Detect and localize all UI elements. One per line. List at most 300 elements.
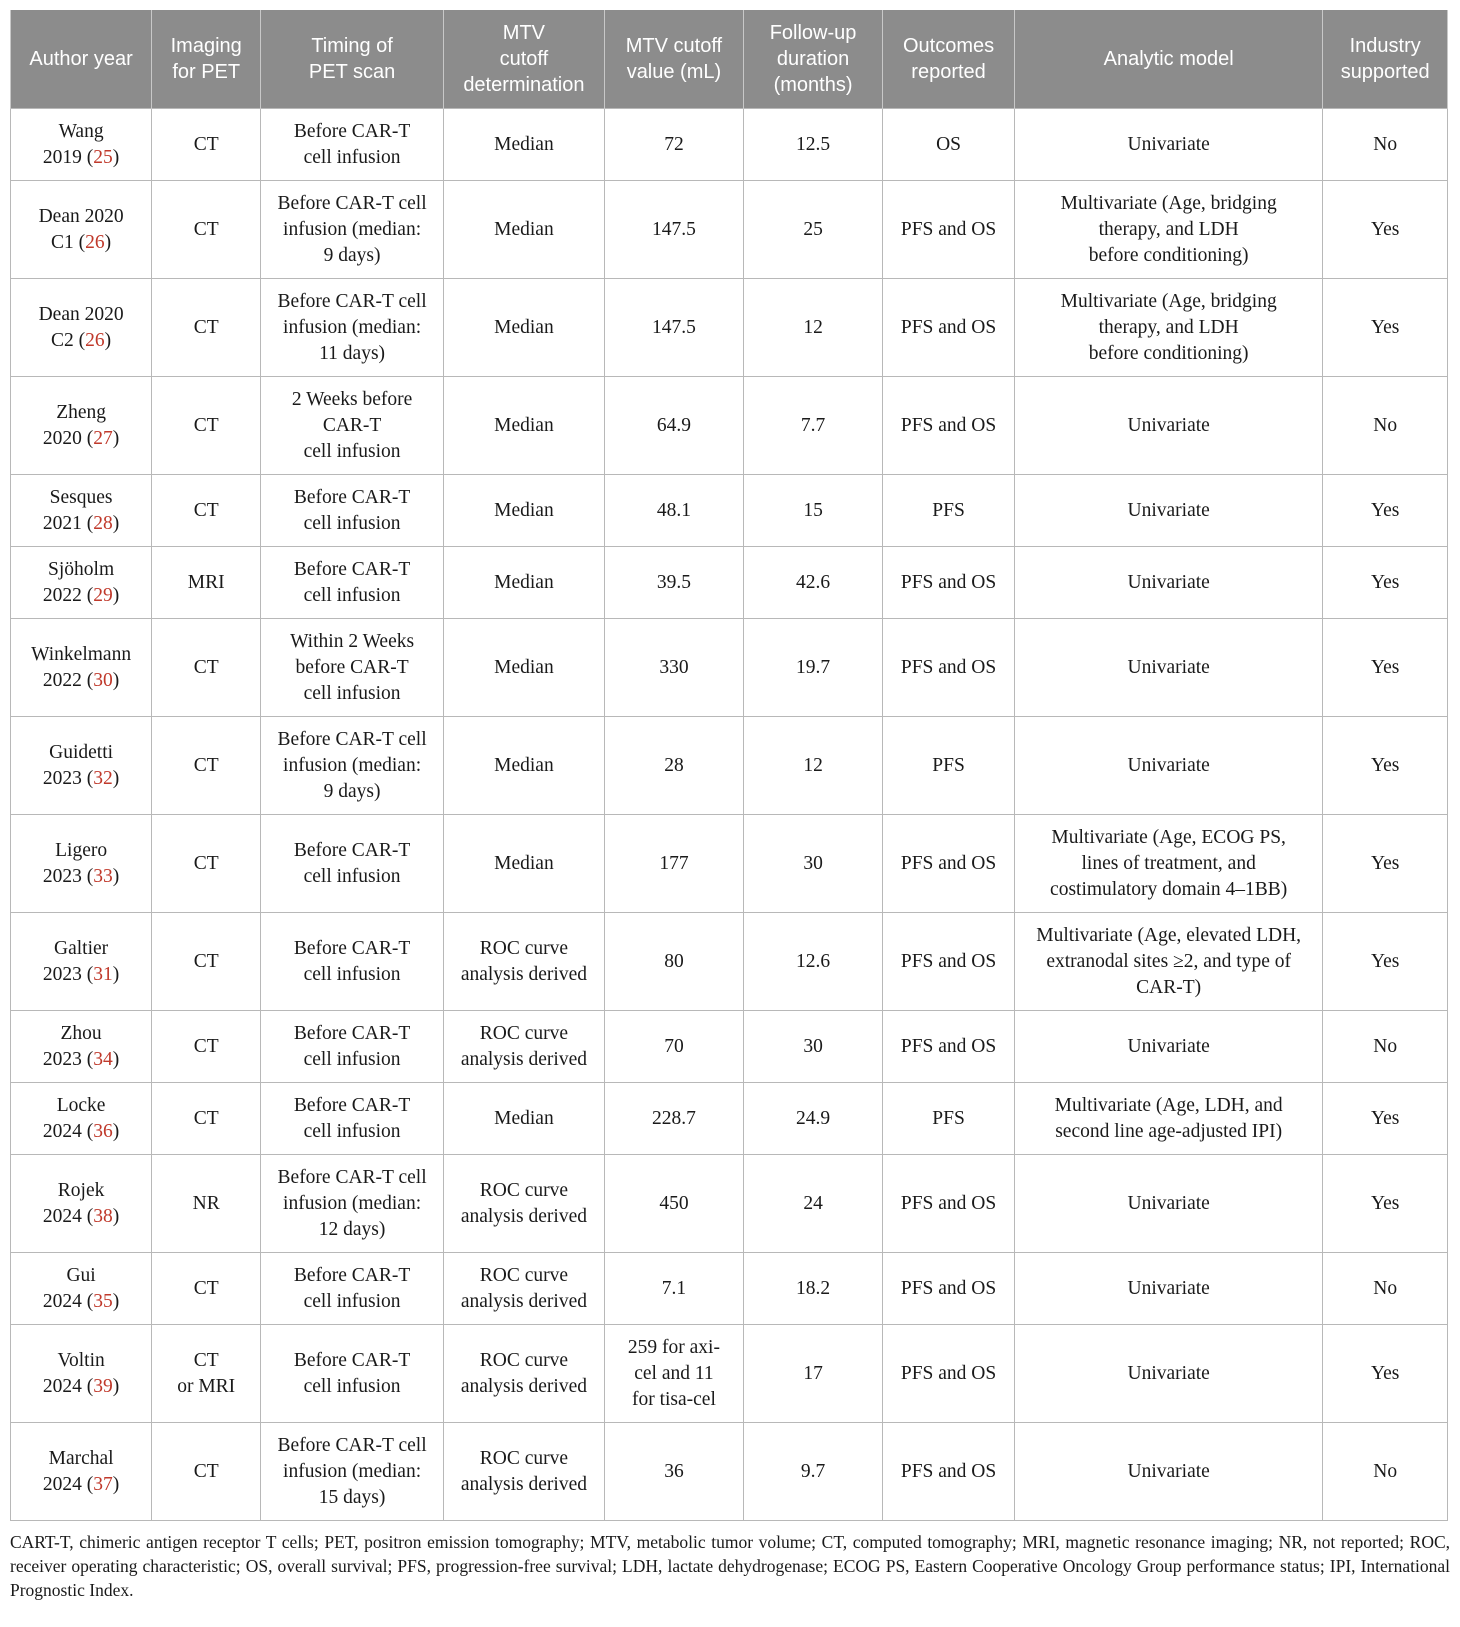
table-row bbox=[11, 815, 1448, 913]
year-label: 2022 bbox=[42, 669, 82, 691]
timing-cell-line: cell infusion bbox=[303, 512, 401, 534]
cutoff-method-cell bbox=[443, 1423, 604, 1521]
year-label: 2021 bbox=[42, 512, 82, 534]
reference-link[interactable]: 36 bbox=[93, 1120, 113, 1142]
imaging-cell-line: CT bbox=[193, 499, 219, 521]
timing-cell bbox=[261, 913, 444, 1011]
author-year-line: 2024 (36) bbox=[42, 1120, 120, 1142]
timing-cell-line: infusion (median: bbox=[283, 1460, 422, 1482]
analytic-model-cell-line: Multivariate (Age, bridging bbox=[1060, 290, 1277, 312]
timing-cell bbox=[261, 1325, 444, 1423]
analytic-model-cell bbox=[1014, 279, 1322, 377]
cutoff-value-cell bbox=[604, 717, 743, 815]
cutoff-method-cell-line: analysis derived bbox=[460, 1290, 587, 1312]
author-name: Winkelmann bbox=[31, 643, 132, 665]
analytic-model-cell-line: therapy, and LDH bbox=[1098, 316, 1239, 338]
timing-cell-line: cell infusion bbox=[303, 584, 401, 606]
imaging-cell bbox=[152, 377, 261, 475]
analytic-model-cell-line: Univariate bbox=[1127, 133, 1210, 155]
reference-link[interactable]: 28 bbox=[93, 512, 113, 534]
industry-cell: No bbox=[1323, 109, 1448, 181]
year-label: 2024 bbox=[42, 1120, 82, 1142]
cutoff-value-cell-line: cel and 11 bbox=[634, 1362, 714, 1384]
header-row bbox=[11, 10, 1448, 109]
column-header bbox=[443, 10, 604, 109]
cutoff-method-cell-line: Median bbox=[494, 218, 554, 240]
cutoff-value-cell-line: 450 bbox=[659, 1192, 689, 1214]
timing-cell bbox=[261, 815, 444, 913]
industry-cell: Yes bbox=[1323, 181, 1448, 279]
cutoff-method-cell-line: Median bbox=[494, 656, 554, 678]
year-label: 2023 bbox=[42, 865, 82, 887]
author-year-cell bbox=[11, 475, 152, 547]
table-row bbox=[11, 1011, 1448, 1083]
cutoff-method-cell-line: ROC curve bbox=[479, 1447, 569, 1469]
cutoff-method-cell-line: Median bbox=[494, 499, 554, 521]
imaging-cell bbox=[152, 815, 261, 913]
author-year-line: 2023 (33) bbox=[42, 865, 120, 887]
author-name: Guidetti bbox=[49, 741, 114, 763]
timing-cell bbox=[261, 547, 444, 619]
cutoff-value-cell bbox=[604, 181, 743, 279]
outcomes-cell: PFS and OS bbox=[883, 1155, 1015, 1253]
timing-cell-line: Before CAR-T bbox=[293, 1094, 411, 1116]
cutoff-value-cell bbox=[604, 377, 743, 475]
analytic-model-cell-line: Multivariate (Age, LDH, and bbox=[1054, 1094, 1283, 1116]
followup-cell: 12 bbox=[744, 279, 883, 377]
analytic-model-cell-line: extranodal sites ≥2, and type of bbox=[1046, 950, 1291, 972]
analytic-model-cell bbox=[1014, 619, 1322, 717]
imaging-cell bbox=[152, 1253, 261, 1325]
imaging-cell-line: CT bbox=[193, 218, 219, 240]
analytic-model-cell-line: Univariate bbox=[1127, 1460, 1210, 1482]
industry-cell: No bbox=[1323, 1423, 1448, 1521]
analytic-model-cell-line: Univariate bbox=[1127, 1277, 1210, 1299]
column-header-line: Industry bbox=[1349, 35, 1421, 57]
followup-cell: 12 bbox=[744, 717, 883, 815]
cutoff-value-cell bbox=[604, 1423, 743, 1521]
cutoff-method-cell bbox=[443, 815, 604, 913]
author-year-line: 2021 (28) bbox=[42, 512, 120, 534]
industry-cell: Yes bbox=[1323, 1155, 1448, 1253]
cutoff-value-cell-line: 80 bbox=[664, 950, 684, 972]
analytic-model-cell bbox=[1014, 547, 1322, 619]
cutoff-value-cell bbox=[604, 913, 743, 1011]
imaging-cell bbox=[152, 1083, 261, 1155]
author-name: Marchal bbox=[48, 1447, 114, 1469]
author-year-line: C2 (26) bbox=[51, 329, 112, 351]
author-year-line: 2024 (39) bbox=[42, 1375, 120, 1397]
analytic-model-cell-line: Univariate bbox=[1127, 754, 1210, 776]
reference-link[interactable]: 25 bbox=[93, 146, 113, 168]
author-name: Sjöholm bbox=[48, 558, 115, 580]
analytic-model-cell bbox=[1014, 181, 1322, 279]
table-row bbox=[11, 279, 1448, 377]
imaging-cell-line: CT bbox=[193, 950, 219, 972]
followup-cell: 9.7 bbox=[744, 1423, 883, 1521]
cutoff-value-cell bbox=[604, 1083, 743, 1155]
analytic-model-cell bbox=[1014, 109, 1322, 181]
timing-cell-line: Before CAR-T bbox=[293, 120, 411, 142]
imaging-cell-line: CT bbox=[193, 852, 219, 874]
year-label: 2024 bbox=[42, 1473, 82, 1495]
author-name: Voltin bbox=[57, 1349, 105, 1371]
column-header-line: value (mL) bbox=[626, 61, 722, 83]
author-year-cell bbox=[11, 717, 152, 815]
industry-cell: No bbox=[1323, 377, 1448, 475]
outcomes-cell: PFS bbox=[883, 1083, 1015, 1155]
table-body bbox=[11, 109, 1448, 1521]
column-header bbox=[152, 10, 261, 109]
outcomes-cell: PFS and OS bbox=[883, 815, 1015, 913]
year-label: 2024 bbox=[42, 1205, 82, 1227]
year-label: 2023 bbox=[42, 1048, 82, 1070]
author-year-cell bbox=[11, 1155, 152, 1253]
imaging-cell bbox=[152, 1155, 261, 1253]
cutoff-value-cell-line: 177 bbox=[659, 852, 689, 874]
reference-link[interactable]: 30 bbox=[93, 669, 113, 691]
followup-cell: 25 bbox=[744, 181, 883, 279]
column-header bbox=[1014, 10, 1322, 109]
cutoff-method-cell bbox=[443, 1155, 604, 1253]
timing-cell-line: Before CAR-T bbox=[293, 839, 411, 861]
timing-cell bbox=[261, 717, 444, 815]
imaging-cell-line: or MRI bbox=[177, 1375, 236, 1397]
imaging-cell-line: NR bbox=[192, 1192, 220, 1214]
timing-cell-line: Before CAR-T bbox=[293, 1022, 411, 1044]
author-year-line: 2023 (34) bbox=[42, 1048, 120, 1070]
imaging-cell-line: CT bbox=[193, 1107, 219, 1129]
table-row bbox=[11, 475, 1448, 547]
author-year-line: 2023 (32) bbox=[42, 767, 120, 789]
analytic-model-cell-line: Multivariate (Age, bridging bbox=[1060, 192, 1277, 214]
column-header-line: Imaging bbox=[170, 35, 242, 57]
reference-link[interactable]: 27 bbox=[93, 427, 113, 449]
cutoff-value-cell bbox=[604, 815, 743, 913]
author-name: Gui bbox=[66, 1264, 96, 1286]
author-year-line: 2023 (31) bbox=[42, 963, 120, 985]
column-header-line: for PET bbox=[172, 61, 241, 83]
table-row bbox=[11, 1423, 1448, 1521]
reference-link[interactable]: 35 bbox=[93, 1290, 113, 1312]
cutoff-method-cell-line: analysis derived bbox=[460, 1473, 587, 1495]
year-label: 2022 bbox=[42, 584, 82, 606]
table-row bbox=[11, 1083, 1448, 1155]
cutoff-method-cell-line: ROC curve bbox=[479, 937, 569, 959]
cutoff-value-cell-line: 147.5 bbox=[652, 316, 696, 338]
followup-cell: 12.5 bbox=[744, 109, 883, 181]
timing-cell-line: Before CAR-T cell bbox=[277, 192, 427, 214]
timing-cell-line: 9 days) bbox=[323, 780, 381, 802]
cutoff-method-cell-line: ROC curve bbox=[479, 1349, 569, 1371]
followup-cell: 12.6 bbox=[744, 913, 883, 1011]
industry-cell: Yes bbox=[1323, 279, 1448, 377]
outcomes-cell: PFS and OS bbox=[883, 547, 1015, 619]
timing-cell-line: cell infusion bbox=[303, 146, 401, 168]
timing-cell-line: Before CAR-T cell bbox=[277, 1166, 427, 1188]
cutoff-value-cell bbox=[604, 547, 743, 619]
cutoff-value-cell-line: 48.1 bbox=[656, 499, 691, 521]
column-header-line: determination bbox=[463, 74, 585, 96]
cutoff-method-cell bbox=[443, 109, 604, 181]
cutoff-method-cell bbox=[443, 913, 604, 1011]
reference-link[interactable]: 38 bbox=[93, 1205, 113, 1227]
imaging-cell bbox=[152, 619, 261, 717]
industry-cell: Yes bbox=[1323, 475, 1448, 547]
cutoff-value-cell-line: 28 bbox=[664, 754, 684, 776]
author-year-cell bbox=[11, 1253, 152, 1325]
imaging-cell bbox=[152, 1325, 261, 1423]
author-name: Dean 2020 bbox=[38, 205, 124, 227]
author-year-cell bbox=[11, 181, 152, 279]
table-row bbox=[11, 181, 1448, 279]
author-year-cell bbox=[11, 913, 152, 1011]
followup-cell: 30 bbox=[744, 815, 883, 913]
cutoff-method-cell-line: analysis derived bbox=[460, 963, 587, 985]
timing-cell-line: cell infusion bbox=[303, 865, 401, 887]
table-row bbox=[11, 547, 1448, 619]
table-row bbox=[11, 377, 1448, 475]
table-row bbox=[11, 1325, 1448, 1423]
cutoff-method-cell bbox=[443, 181, 604, 279]
column-header bbox=[744, 10, 883, 109]
timing-cell-line: cell infusion bbox=[303, 1375, 401, 1397]
cutoff-method-cell bbox=[443, 279, 604, 377]
author-year-cell bbox=[11, 619, 152, 717]
timing-cell-line: Before CAR-T cell bbox=[277, 290, 427, 312]
analytic-model-cell bbox=[1014, 1083, 1322, 1155]
analytic-model-cell-line: CAR-T) bbox=[1136, 976, 1202, 998]
timing-cell-line: cell infusion bbox=[303, 440, 401, 462]
author-year-line: 2024 (35) bbox=[42, 1290, 120, 1312]
column-header-line: Follow-up bbox=[769, 22, 857, 44]
industry-cell: No bbox=[1323, 1011, 1448, 1083]
outcomes-cell: PFS and OS bbox=[883, 279, 1015, 377]
timing-cell bbox=[261, 1155, 444, 1253]
timing-cell-line: Within 2 Weeks bbox=[290, 630, 415, 652]
analytic-model-cell-line: therapy, and LDH bbox=[1098, 218, 1239, 240]
followup-cell: 18.2 bbox=[744, 1253, 883, 1325]
cutoff-value-cell-line: 330 bbox=[659, 656, 689, 678]
followup-cell: 15 bbox=[744, 475, 883, 547]
outcomes-cell: PFS and OS bbox=[883, 913, 1015, 1011]
author-year-line: 2020 (27) bbox=[42, 427, 120, 449]
followup-cell: 7.7 bbox=[744, 377, 883, 475]
cutoff-method-cell bbox=[443, 619, 604, 717]
timing-cell bbox=[261, 181, 444, 279]
table-row bbox=[11, 1155, 1448, 1253]
author-year-line: C1 (26) bbox=[51, 231, 112, 253]
imaging-cell bbox=[152, 717, 261, 815]
analytic-model-cell bbox=[1014, 1253, 1322, 1325]
cutoff-value-cell-line: 39.5 bbox=[656, 571, 691, 593]
author-year-line: 2019 (25) bbox=[42, 146, 120, 168]
timing-cell-line: Before CAR-T bbox=[293, 486, 411, 508]
cutoff-method-cell bbox=[443, 1011, 604, 1083]
imaging-cell bbox=[152, 475, 261, 547]
timing-cell-line: Before CAR-T bbox=[293, 1264, 411, 1286]
followup-cell: 24.9 bbox=[744, 1083, 883, 1155]
cutoff-value-cell-line: 147.5 bbox=[652, 218, 696, 240]
timing-cell-line: cell infusion bbox=[303, 963, 401, 985]
year-label: 2019 bbox=[42, 146, 82, 168]
column-header-line: MTV cutoff bbox=[625, 35, 723, 57]
industry-cell: Yes bbox=[1323, 619, 1448, 717]
table-footnote: CART-T, chimeric antigen receptor T cells; PET, positron emission tomography; MTV, metabolic tumor volume; CT, computed tomography; MRI, magnetic resonance imaging; NR, not reported; ROC, receiver operating characteristic; OS, overall survival; PFS, progression-free survival; LDH, lactate dehydrogenase; ECOG PS, Eastern Cooperative Oncology Group performance status; IPI, International Prognostic Index. bbox=[10, 1532, 1450, 1600]
cutoff-method-cell bbox=[443, 475, 604, 547]
imaging-cell-line: CT bbox=[193, 1349, 219, 1371]
industry-cell: Yes bbox=[1323, 815, 1448, 913]
timing-cell-line: cell infusion bbox=[303, 1120, 401, 1142]
imaging-cell-line: CT bbox=[193, 1035, 219, 1057]
column-header-line: Timing of bbox=[311, 35, 393, 57]
column-header bbox=[11, 10, 152, 109]
analytic-model-cell-line: Univariate bbox=[1127, 571, 1210, 593]
outcomes-cell: PFS bbox=[883, 475, 1015, 547]
cutoff-value-cell-line: 36 bbox=[664, 1460, 684, 1482]
column-header bbox=[604, 10, 743, 109]
reference-link[interactable]: 31 bbox=[93, 963, 113, 985]
analytic-model-cell-line: Univariate bbox=[1127, 499, 1210, 521]
column-header-line: (months) bbox=[773, 74, 853, 96]
author-name: Wang bbox=[58, 120, 104, 142]
column-header-line: reported bbox=[911, 61, 986, 83]
followup-cell: 24 bbox=[744, 1155, 883, 1253]
reference-link[interactable]: 34 bbox=[93, 1048, 113, 1070]
timing-cell-line: 12 days) bbox=[318, 1218, 386, 1240]
cutoff-method-cell bbox=[443, 717, 604, 815]
imaging-cell bbox=[152, 913, 261, 1011]
imaging-cell bbox=[152, 1011, 261, 1083]
analytic-model-cell-line: second line age-adjusted IPI) bbox=[1055, 1120, 1283, 1142]
author-year-cell bbox=[11, 1011, 152, 1083]
outcomes-cell: PFS and OS bbox=[883, 181, 1015, 279]
analytic-model-cell bbox=[1014, 913, 1322, 1011]
cutoff-value-cell bbox=[604, 1253, 743, 1325]
analytic-model-cell bbox=[1014, 1155, 1322, 1253]
cutoff-method-cell-line: Median bbox=[494, 1107, 554, 1129]
reference-link[interactable]: 39 bbox=[93, 1375, 113, 1397]
outcomes-cell: PFS and OS bbox=[883, 1011, 1015, 1083]
followup-cell: 17 bbox=[744, 1325, 883, 1423]
year-label: C1 bbox=[51, 231, 74, 253]
cutoff-value-cell bbox=[604, 279, 743, 377]
studies-table bbox=[10, 10, 1448, 1521]
timing-cell-line: 15 days) bbox=[318, 1486, 386, 1508]
imaging-cell bbox=[152, 547, 261, 619]
author-name: Ligero bbox=[55, 839, 108, 861]
column-header-line: Outcomes bbox=[902, 35, 995, 57]
analytic-model-cell bbox=[1014, 475, 1322, 547]
table-row bbox=[11, 109, 1448, 181]
timing-cell-line: 9 days) bbox=[323, 244, 381, 266]
analytic-model-cell-line: before conditioning) bbox=[1088, 244, 1249, 266]
cutoff-method-cell-line: Median bbox=[494, 852, 554, 874]
timing-cell-line: cell infusion bbox=[303, 1048, 401, 1070]
year-label: C2 bbox=[51, 329, 74, 351]
column-header bbox=[261, 10, 444, 109]
year-label: 2024 bbox=[42, 1375, 82, 1397]
analytic-model-cell bbox=[1014, 1325, 1322, 1423]
industry-cell: Yes bbox=[1323, 717, 1448, 815]
table-row bbox=[11, 913, 1448, 1011]
author-year-cell bbox=[11, 109, 152, 181]
analytic-model-cell bbox=[1014, 1011, 1322, 1083]
cutoff-method-cell-line: Median bbox=[494, 571, 554, 593]
timing-cell-line: 2 Weeks before bbox=[291, 388, 413, 410]
imaging-cell-line: MRI bbox=[187, 571, 225, 593]
followup-cell: 19.7 bbox=[744, 619, 883, 717]
imaging-cell-line: CT bbox=[193, 656, 219, 678]
reference-link[interactable]: 29 bbox=[93, 584, 113, 606]
timing-cell-line: Before CAR-T bbox=[293, 937, 411, 959]
timing-cell-line: Before CAR-T bbox=[293, 558, 411, 580]
reference-link[interactable]: 37 bbox=[93, 1473, 113, 1495]
author-year-line: 2022 (29) bbox=[42, 584, 120, 606]
author-year-cell bbox=[11, 1083, 152, 1155]
analytic-model-cell-line: costimulatory domain 4–1BB) bbox=[1050, 878, 1288, 900]
imaging-cell bbox=[152, 181, 261, 279]
timing-cell-line: infusion (median: bbox=[283, 754, 422, 776]
cutoff-method-cell-line: Median bbox=[494, 754, 554, 776]
author-year-cell bbox=[11, 547, 152, 619]
outcomes-cell: PFS and OS bbox=[883, 619, 1015, 717]
analytic-model-cell bbox=[1014, 717, 1322, 815]
timing-cell-line: 11 days) bbox=[319, 342, 386, 364]
cutoff-method-cell-line: Median bbox=[494, 316, 554, 338]
cutoff-value-cell-line: 64.9 bbox=[656, 414, 691, 436]
column-header bbox=[1323, 10, 1448, 109]
cutoff-value-cell-line: 259 for axi- bbox=[627, 1336, 720, 1358]
column-header-line: cutoff bbox=[499, 48, 549, 70]
author-name: Zhou bbox=[60, 1022, 102, 1044]
reference-link[interactable]: 26 bbox=[85, 231, 105, 253]
industry-cell: Yes bbox=[1323, 913, 1448, 1011]
author-name: Rojek bbox=[57, 1179, 105, 1201]
reference-link[interactable]: 33 bbox=[93, 865, 113, 887]
analytic-model-cell bbox=[1014, 815, 1322, 913]
reference-link[interactable]: 26 bbox=[85, 329, 105, 351]
imaging-cell-line: CT bbox=[193, 1277, 219, 1299]
cutoff-value-cell bbox=[604, 1011, 743, 1083]
analytic-model-cell-line: Univariate bbox=[1127, 1192, 1210, 1214]
timing-cell-line: Before CAR-T bbox=[293, 1349, 411, 1371]
author-year-cell bbox=[11, 815, 152, 913]
timing-cell-line: cell infusion bbox=[303, 1290, 401, 1312]
analytic-model-cell-line: Multivariate (Age, ECOG PS, bbox=[1051, 826, 1286, 848]
analytic-model-cell-line: before conditioning) bbox=[1088, 342, 1249, 364]
analytic-model-cell-line: Univariate bbox=[1127, 1362, 1210, 1384]
timing-cell bbox=[261, 475, 444, 547]
imaging-cell-line: CT bbox=[193, 754, 219, 776]
table-row bbox=[11, 717, 1448, 815]
author-name: Zheng bbox=[56, 401, 107, 423]
timing-cell-line: cell infusion bbox=[303, 682, 401, 704]
timing-cell bbox=[261, 1083, 444, 1155]
author-name: Galtier bbox=[54, 937, 109, 959]
cutoff-method-cell-line: analysis derived bbox=[460, 1048, 587, 1070]
cutoff-method-cell-line: ROC curve bbox=[479, 1022, 569, 1044]
analytic-model-cell-line: Univariate bbox=[1127, 1035, 1210, 1057]
industry-cell: Yes bbox=[1323, 1083, 1448, 1155]
timing-cell-line: Before CAR-T cell bbox=[277, 1434, 427, 1456]
author-name: Locke bbox=[56, 1094, 106, 1116]
column-header bbox=[883, 10, 1015, 109]
timing-cell bbox=[261, 619, 444, 717]
reference-link[interactable]: 32 bbox=[93, 767, 113, 789]
timing-cell bbox=[261, 279, 444, 377]
followup-cell: 30 bbox=[744, 1011, 883, 1083]
